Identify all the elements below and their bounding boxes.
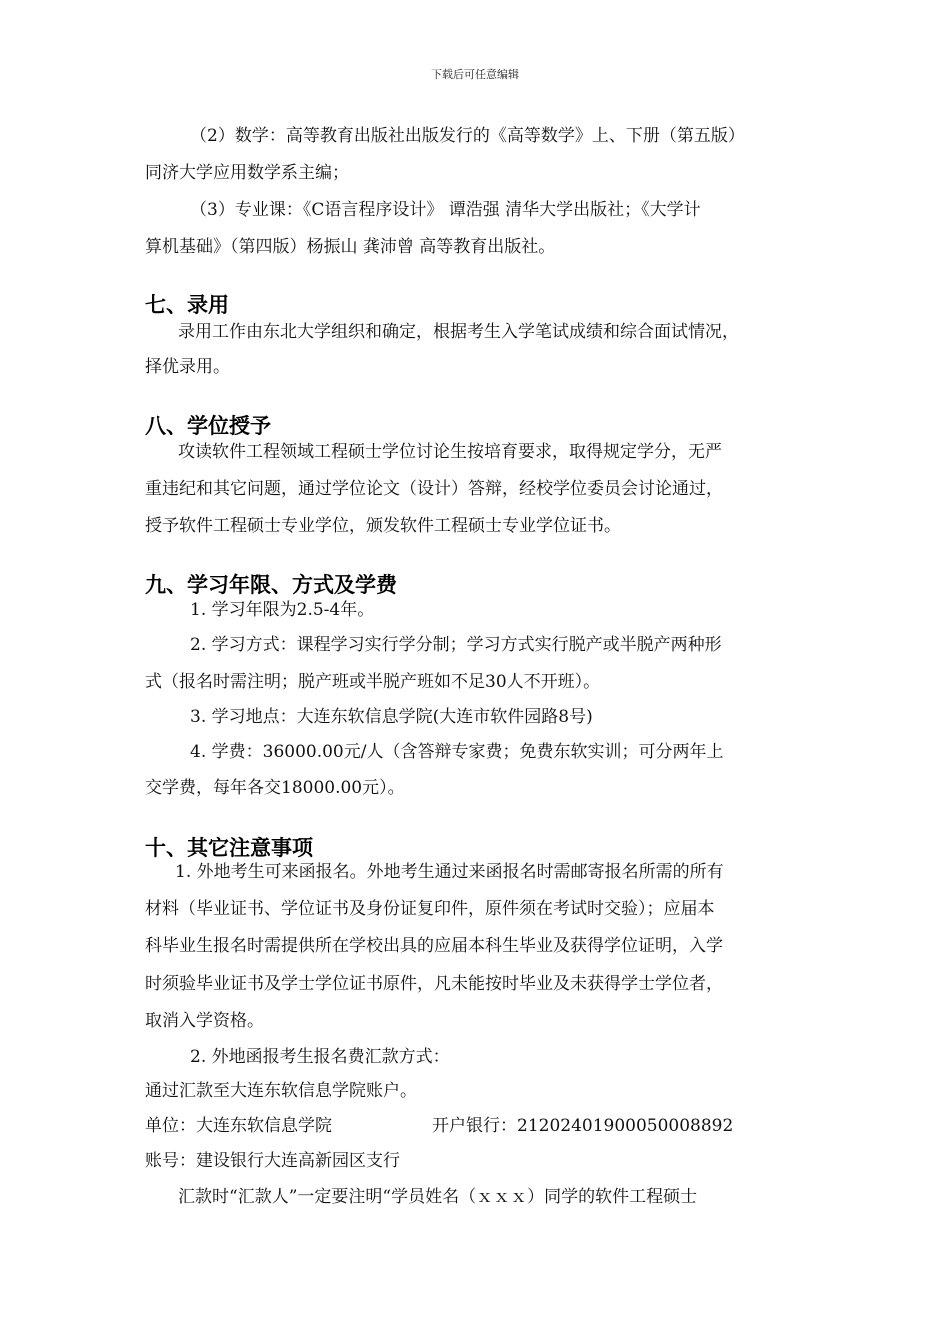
notes-item-2: 2. 外地函报考生报名费汇款方式： — [190, 1047, 450, 1067]
payee-account: 账号：建设银行大连高新园区支行 — [145, 1151, 400, 1171]
payee-unit: 单位：大连东软信息学院 — [145, 1116, 332, 1136]
textbook-math-line-1: （2）数学：高等教育出版社出版发行的《高等数学》上、下册（第五版） — [190, 126, 745, 146]
duration-item-4-line-2: 交学费，每年各交18000.00元）。 — [145, 778, 405, 798]
notes-item-1-line-5: 取消入学资格。 — [145, 1011, 264, 1031]
textbook-major-line-1: （3）专业课：《C语言程序设计》 谭浩强 清华大学出版社；《大学计 — [190, 200, 701, 220]
duration-item-4-line-1: 4. 学费：36000.00元/人（含答辩专家费；免费东软实训；可分两年上 — [190, 742, 724, 762]
notes-item-1-line-1: 1. 外地考生可来函报名。外地考生通过来函报名时需邮寄报名所需的所有 — [175, 862, 724, 882]
remit-line: 通过汇款至大连东软信息学院账户。 — [145, 1081, 417, 1101]
textbook-major-line-2: 算机基础》（第四版）杨振山 龚沛曾 高等教育出版社。 — [145, 237, 556, 257]
duration-item-1: 1. 学习年限为2.5-4年。 — [190, 600, 375, 620]
section-heading-duration: 九、学习年限、方式及学费 — [145, 573, 397, 597]
notes-item-1-line-4: 时须验毕业证书及学士学位证书原件，凡未能按时毕业及未获得学士学位者， — [145, 974, 723, 994]
admission-line-2: 择优录用。 — [145, 357, 230, 377]
section-heading-notes: 十、其它注意事项 — [145, 836, 313, 860]
notes-item-1-line-2: 材料（毕业证书、学位证书及身份证复印件，原件须在考试时交验）；应届本 — [145, 899, 715, 919]
admission-line-1: 录用工作由东北大学组织和确定，根据考生入学笔试成绩和综合面试情况， — [178, 322, 739, 342]
remitter-instruction: 汇款时“汇款人”一定要注明“学员姓名（ｘｘｘ）同学的软件工程硕士 — [178, 1187, 698, 1207]
header-note: 下载后可任意编辑 — [431, 68, 519, 81]
textbook-math-line-2: 同济大学应用数学系主编； — [145, 163, 349, 183]
degree-line-2: 重违纪和其它问题，通过学位论文（设计）答辩，经校学位委员会讨论通过， — [145, 479, 723, 499]
duration-item-2-line-1: 2. 学习方式：课程学习实行学分制；学习方式实行脱产或半脱产两种形 — [190, 635, 722, 655]
duration-item-2-line-2: 式（报名时需注明；脱产班或半脱产班如不足30人不开班）。 — [145, 672, 601, 692]
section-heading-admission: 七、录用 — [145, 293, 229, 317]
duration-item-3: 3. 学习地点：大连东软信息学院(大连市软件园路8号) — [190, 707, 593, 727]
degree-line-3: 授予软件工程硕士专业学位，颁发软件工程硕士专业学位证书。 — [145, 516, 621, 536]
section-heading-degree: 八、学位授予 — [145, 414, 271, 438]
payee-bank: 开户银行：21202401900050008892 — [432, 1116, 734, 1136]
degree-line-1: 攻读软件工程领域工程硕士学位讨论生按培育要求，取得规定学分，无严 — [178, 442, 722, 462]
notes-item-1-line-3: 科毕业生报名时需提供所在学校出具的应届本科生毕业及获得学位证明，入学 — [145, 936, 723, 956]
